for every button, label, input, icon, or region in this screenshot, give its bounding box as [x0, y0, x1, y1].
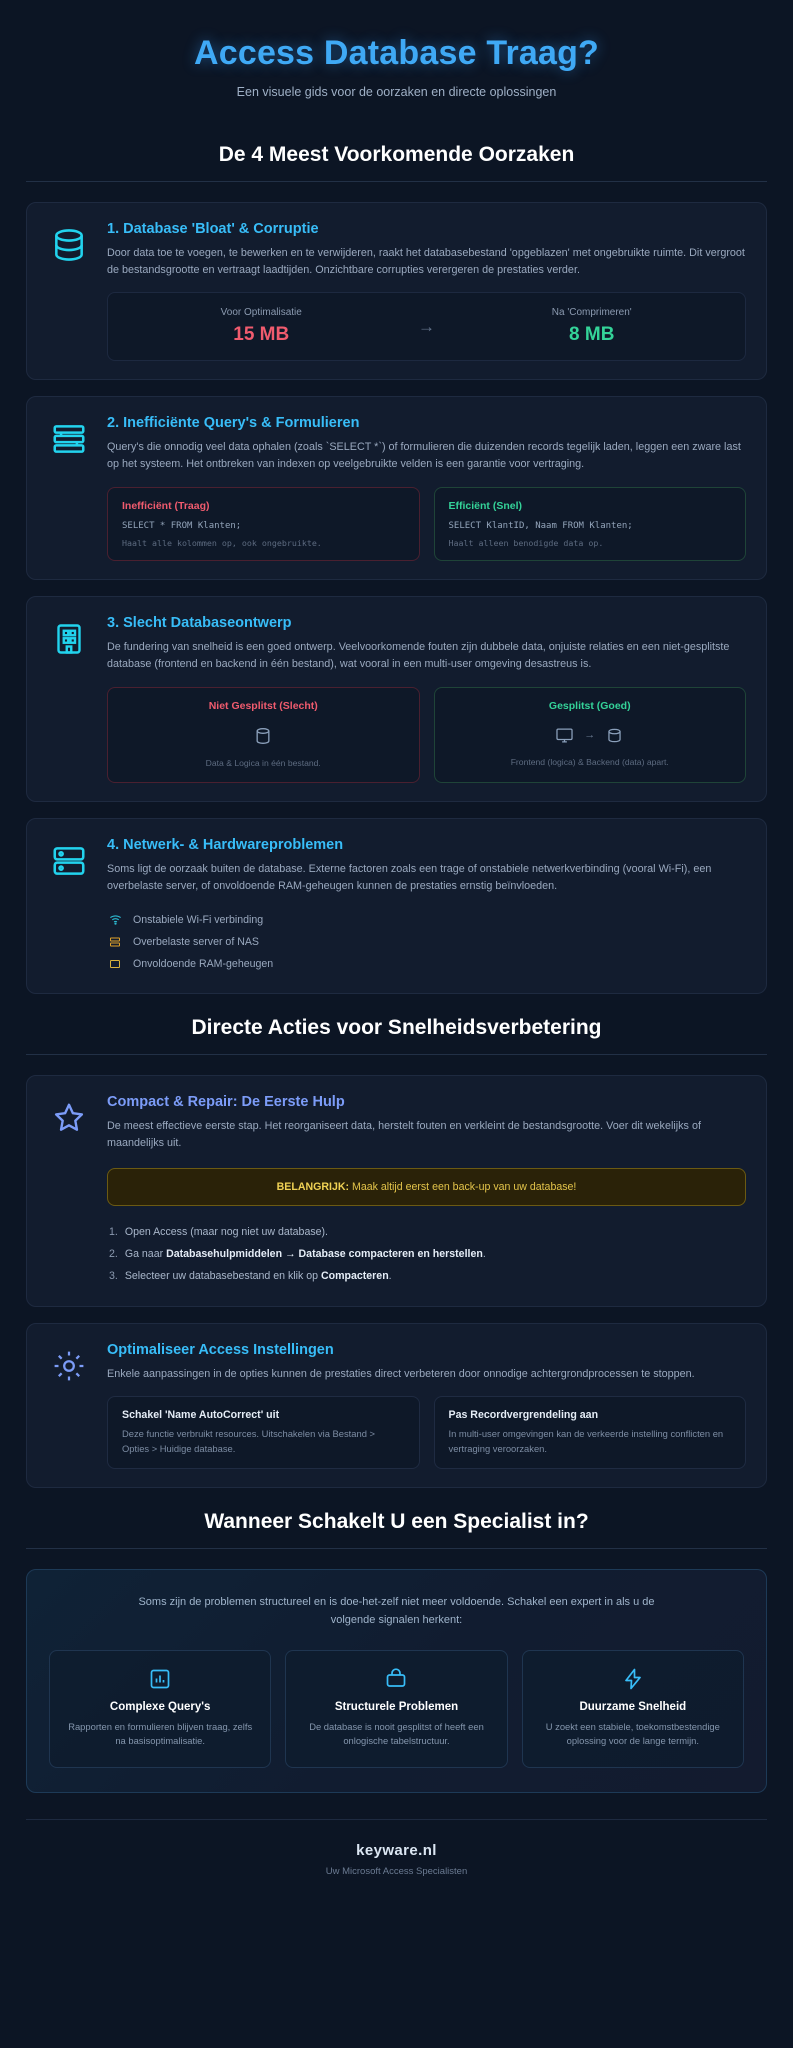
building-icon: [47, 617, 91, 661]
specialist-card-structural: [285, 1650, 507, 1768]
specialist-lead-text: Soms zijn de problemen structureel en is doe-het-zelf niet meer voldoende. Schakel een expert in als u de volgende signalen herkent:: [138, 1596, 655, 1626]
before-value: 15 MB: [233, 324, 290, 346]
list-item: [107, 908, 746, 931]
list-item: [109, 1266, 746, 1288]
wifi-icon: [107, 913, 123, 926]
settings-tips: [107, 1396, 746, 1469]
list-item: [107, 953, 746, 975]
step-number: 1.: [109, 1225, 118, 1238]
steps-list: [107, 1222, 746, 1288]
hero-header: [26, 28, 767, 121]
divider: [26, 1054, 767, 1055]
cause-body: [107, 615, 746, 782]
network-issue-list: [107, 908, 746, 975]
cause-title: 4. Netwerk- & Hardwareproblemen: [107, 836, 344, 853]
cause-card-network: [26, 818, 767, 994]
query-comparison: [107, 487, 746, 562]
warning-text: Maak altijd eerst een back-up van uw database!: [349, 1180, 577, 1193]
specialist-card-title: Complexe Query's: [109, 1700, 211, 1713]
list-item: [109, 1244, 746, 1266]
step-post: .: [388, 1269, 392, 1282]
gear-icon: [47, 1344, 91, 1388]
database-icon: [47, 223, 91, 267]
action-title: Optimaliseer Access Instellingen: [107, 1341, 334, 1358]
bolt-icon: [535, 1667, 731, 1691]
divider: [26, 1819, 767, 1820]
settings-tip-text: In multi-user omgevingen kan de verkeerde instelling conflicten en vertraging veroorzaken.: [448, 1428, 724, 1454]
structure-icon: [298, 1667, 494, 1691]
backup-warning-banner: [107, 1168, 746, 1206]
after-label: Na 'Comprimeren': [551, 307, 632, 319]
ram-icon: [107, 958, 123, 970]
settings-tip-title: Pas Recordvergrendeling aan: [448, 1409, 599, 1422]
efficient-query-box: [434, 487, 747, 562]
warning-prefix: BELANGRIJK:: [276, 1180, 350, 1193]
star-icon: [47, 1096, 91, 1140]
before-column: [126, 307, 397, 346]
split-note: Frontend (logica) & Backend (data) apart.: [510, 756, 669, 767]
list-item: [107, 931, 746, 953]
page-subtitle: Een visuele gids voor de oorzaken en directe oplossingen: [236, 85, 557, 99]
section-heading-specialist: Wanneer Schakelt U een Specialist in?: [204, 1510, 589, 1534]
settings-tip-record-locking: [434, 1396, 747, 1469]
action-body: [107, 1094, 746, 1287]
step-bold: Compacteren: [320, 1269, 389, 1282]
chart-icon: [62, 1667, 258, 1691]
page-title: Access Database Traag?: [193, 34, 600, 72]
specialist-signal-grid: [49, 1650, 744, 1768]
step-post: .: [482, 1247, 486, 1260]
action-title: Compact & Repair: De Eerste Hulp: [107, 1094, 345, 1111]
cause-body: [107, 415, 746, 561]
specialist-card-complex-queries: [49, 1650, 271, 1768]
efficient-note: Haalt alleen benodigde data op.: [448, 538, 604, 549]
split-title: Gesplitst (Goed): [548, 699, 631, 712]
specialist-card-title: Structurele Problemen: [334, 1700, 459, 1713]
efficient-title: Efficiënt (Snel): [448, 499, 523, 512]
cause-card-queries: [26, 396, 767, 580]
server-icon: [47, 839, 91, 883]
specialist-card-text: De database is nooit gesplitst of heeft een onlogische tabelstructuur.: [309, 1720, 484, 1747]
cause-card-design: [26, 596, 767, 801]
not-split-box: [107, 687, 420, 783]
inefficient-title: Inefficiënt (Traag): [122, 499, 210, 512]
inefficient-code: SELECT * FROM Klanten;: [122, 520, 242, 531]
efficient-code: SELECT KlantID, Naam FROM Klanten;: [448, 520, 633, 531]
step-bold: Databasehulpmiddelen → Database compacteren en herstellen: [166, 1247, 483, 1260]
action-card-compact-repair: [26, 1075, 767, 1306]
cause-title: 1. Database 'Bloat' & Corruptie: [107, 221, 319, 237]
list-item: [109, 1222, 746, 1244]
cause-card-bloat: [26, 202, 767, 380]
footer-brand: keyware.nl: [356, 1841, 437, 1859]
cause-body: [107, 837, 746, 975]
divider: [26, 181, 767, 182]
step-number: 2.: [109, 1247, 118, 1260]
cause-text: De fundering van snelheid is een goed ontwerp. Veelvoorkomende fouten zijn dubbele data, onjuiste relaties en een niet-gesplitste database (frontend en backend in één bestand), wat vooral in een multi-user omgeving desastreus is.: [107, 641, 730, 671]
inefficient-note: Haalt alle kolommen op, ook ongebruikte.: [122, 538, 322, 549]
settings-tip-title: Schakel 'Name AutoCorrect' uit: [122, 1409, 280, 1422]
inefficient-query-box: [107, 487, 420, 562]
specialist-card-durable-speed: [522, 1650, 744, 1768]
list-item-label: Overbelaste server of NAS: [133, 936, 259, 949]
step-text: Open Access (maar nog niet uw database).: [124, 1225, 329, 1238]
design-comparison: [107, 687, 746, 783]
settings-tip-autocorrect: [107, 1396, 420, 1469]
specialist-card-title: Duurzame Snelheid: [579, 1700, 687, 1713]
arrow-icon: →: [418, 316, 435, 336]
after-value: 8 MB: [569, 324, 615, 346]
action-card-settings: [26, 1323, 767, 1489]
settings-tip-text: Deze functie verbruikt resources. Uitschakelen via Bestand > Opties > Huidige database.: [122, 1428, 375, 1454]
cause-text: Door data toe te voegen, te bewerken en te verwijderen, raakt het databasebestand 'opgeblazen' met ongebruikte ruimte. Dit vergroot de bestandsgrootte en vertraagt laadtijden. Onzichtbare corrupties verergeren de prestaties verder.: [107, 247, 745, 276]
split-box: [434, 687, 747, 783]
cause-body: [107, 221, 746, 361]
cause-text: Soms ligt de oorzaak buiten de database. Externe factoren zoals een trage of onstabiele netwerkverbinding (vooral Wi-Fi), een overbelaste server, of onvoldoende RAM-geheugen kunnen de prestaties ernstig beïnvloeden.: [107, 862, 712, 892]
footer-subtitle: Uw Microsoft Access Specialisten: [325, 1865, 468, 1877]
divider: [26, 1548, 767, 1549]
after-column: [457, 307, 728, 346]
step-number: 3.: [109, 1269, 118, 1282]
specialist-card-text: Rapporten en formulieren blijven traag, zelfs na basisoptimalisatie.: [68, 1720, 253, 1747]
section-heading-causes: De 4 Meest Voorkomende Oorzaken: [218, 143, 575, 166]
not-split-title: Niet Gesplitst (Slecht): [208, 699, 318, 712]
cause-title: 2. Inefficiënte Query's & Formulieren: [107, 415, 360, 432]
cause-title: 3. Slecht Databaseontwerp: [107, 615, 292, 632]
not-split-note: Data & Logica in één bestand.: [205, 757, 321, 768]
action-body: [107, 1342, 746, 1470]
step-text: Ga naar: [124, 1247, 167, 1260]
action-text: Enkele aanpassingen in de opties kunnen de prestaties direct verbeteren door onnodige achtergrondprocessen te stoppen.: [107, 1367, 695, 1380]
monitor-arrow-database-icon: →: [449, 726, 732, 745]
step-text: Selecteer uw databasebestand en klik op: [124, 1269, 321, 1282]
list-item-label: Onvoldoende RAM-geheugen: [133, 958, 274, 971]
action-text: De meest effectieve eerste stap. Het reorganiseert data, herstelt fouten en verkleint de bestandsgrootte. Voer dit wekelijks of maandelijks uit.: [107, 1120, 701, 1150]
size-comparison: [107, 292, 746, 361]
specialist-panel: [26, 1569, 767, 1792]
single-database-icon: [122, 726, 405, 746]
server-load-icon: [107, 936, 123, 948]
list-item-label: Onstabiele Wi-Fi verbinding: [133, 913, 264, 926]
section-heading-actions: Directe Acties voor Snelheidsverbetering: [191, 1016, 602, 1040]
specialist-card-text: U zoekt een stabiele, toekomstbestendige oplossing voor de lange termijn.: [545, 1720, 720, 1747]
query-form-icon: [47, 417, 91, 461]
before-label: Voor Optimalisatie: [220, 307, 302, 319]
footer: [26, 1842, 767, 1903]
cause-text: Query's die onnodig veel data ophalen (zoals `SELECT *`) of formulieren die duizenden records tegelijk laden, leggen een zware last op het systeem. Het ontbreken van indexen op veelgebruikte velden is een garantie voor vertraging.: [107, 441, 741, 471]
